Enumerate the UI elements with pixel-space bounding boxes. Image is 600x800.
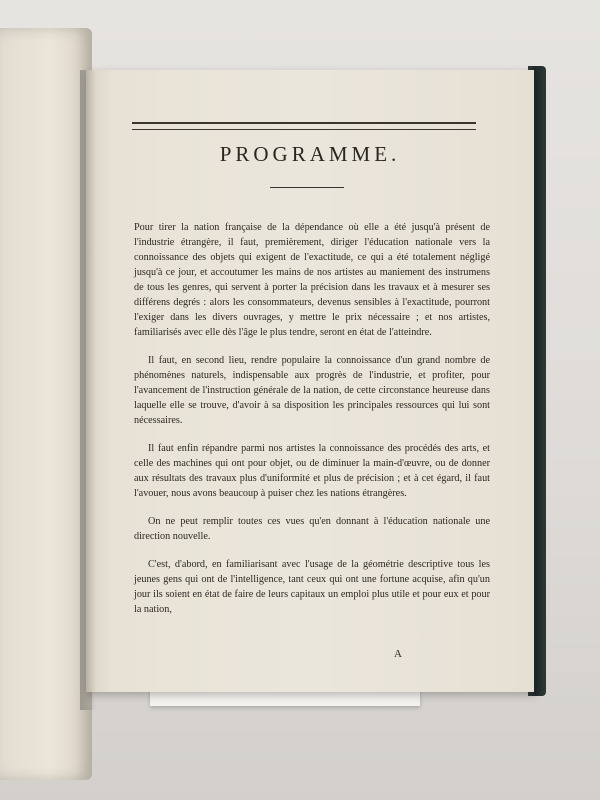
header-double-rule <box>132 122 476 130</box>
left-page <box>0 28 92 780</box>
title-underline <box>270 187 344 188</box>
signature-mark: A <box>394 648 402 660</box>
paragraph-4: On ne peut remplir toutes ces vues qu'en donnant à l'éducation nationale une direction nouvelle. <box>134 516 490 542</box>
paragraph-1: Pour tirer la nation française de la dépendance où elle a été jusqu'à présent de l'industrie étrangère, il faut, premièrement, diriger l'éducation nationale vers la connoissance des objets qui exigent de l'exactitude, ce qui a été totalement négligé jusqu'à ce jour, et accoutumer les mains de nos artistes au maniement des instrumens de tous les genres, qui servent à porter la précision dans les travaux et à mesurer ses différens degrés : alors les consommateurs, devenus sensibles à l'exactitude, pourront l'exiger dans les divers ouvrages, y mettre le prix nécessaire ; et nos artistes, familiarisés avec elle dès l'âge le plus tendre, seront en état de l'atteindre. <box>134 222 490 338</box>
book-gutter <box>80 70 96 710</box>
page-title: PROGRAMME. <box>219 142 401 166</box>
paragraph-3: Il faut enfin répandre parmi nos artistes la connoissance des procédés des arts, et celle des machines qui ont pour objet, ou de diminuer la main-d'œuvre, ou de donner aux résultats des travaux plus d'uniformité et plus de précision ; et à cet égard, il faut l'avouer, nous avons beaucoup à puiser chez les nations étrangères. <box>134 443 490 499</box>
paragraph-5: C'est, d'abord, en familiarisant avec l'usage de la géométrie descriptive tous les jeunes gens qui ont de l'intelligence, tant ceux qui ont une fortune acquise, afin qu'un jour ils soient en état de faire de leurs capitaux un emploi plus utile et pour eux et pour la nation, <box>134 559 490 615</box>
paragraph-2: Il faut, en second lieu, rendre populaire la connoissance d'un grand nombre de phénomènes naturels, indispensable aux progrès de l'industrie, et profiter, pour l'avancement de l'instruction générale de la nation, de cette circonstance heureuse dans laquelle elle se trouve, d'avoir à sa disposition les principales ressources qui lui sont nécessaires. <box>134 355 490 426</box>
book-page <box>86 70 534 692</box>
body-text <box>134 220 490 630</box>
